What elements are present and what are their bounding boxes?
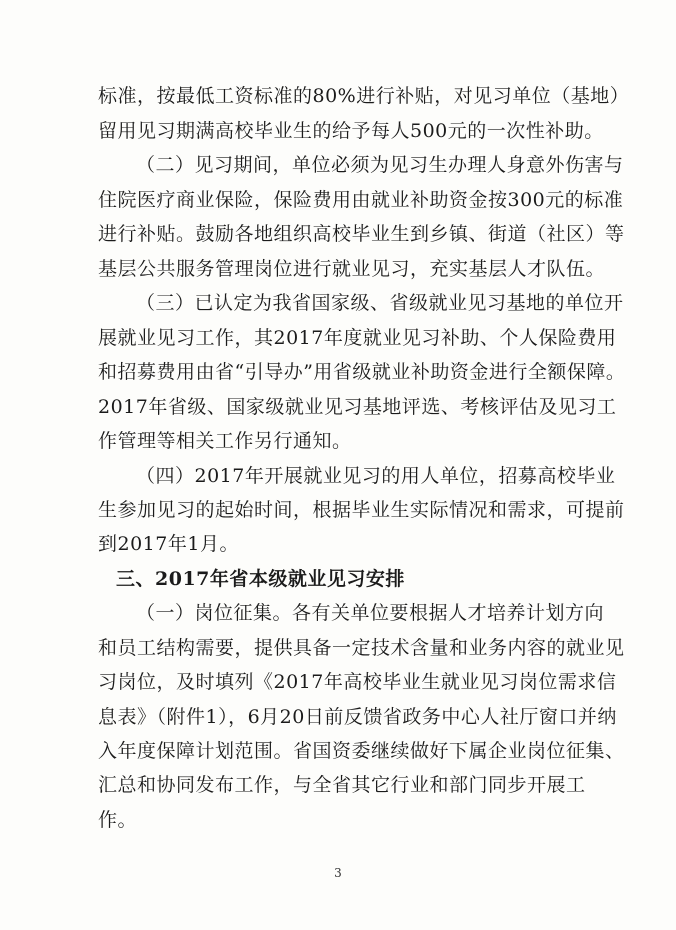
text-line: 息表》（附件1），6月20日前反馈省政务中心人社厅窗口并纳 — [98, 706, 617, 728]
text-line: 入年度保障计划范围。省国资委继续做好下属企业岗位征集、 — [98, 740, 625, 762]
text-line: 展就业见习工作，其2017年度就业见习补助、个人保险费用 — [98, 327, 617, 349]
text-line: 生参加见习的起始时间，根据毕业生实际情况和需求，可提前 — [98, 499, 625, 521]
page-number: 3 — [334, 866, 342, 880]
text-line: 2017年省级、国家级就业见习基地评选、考核评估及见习工 — [98, 396, 617, 418]
section-paragraph-4-start: （四）2017年开展就业见习的用人单位，招募高校毕业 — [136, 465, 616, 487]
text-line: 和员工结构需要，提供具备一定技术含量和业务内容的就业见 — [98, 637, 625, 659]
text-line: 和招募费用由省“引导办”用省级就业补助资金进行全额保障。 — [98, 361, 626, 383]
text-line: 基层公共服务管理岗位进行就业见习，充实基层人才队伍。 — [98, 258, 606, 280]
text-line: 进行补贴。鼓励各地组织高校毕业生到乡镇、街道（社区）等 — [98, 223, 625, 245]
text-line: 留用见习期满高校毕业生的给予每人500元的一次性补助。 — [98, 120, 604, 142]
text-line: 标准，按最低工资标准的80%进行补贴，对见习单位（基地） — [98, 85, 630, 107]
text-line: 作管理等相关工作另行通知。 — [98, 430, 352, 452]
section-paragraph-2-start: （二）见习期间，单位必须为见习生办理人身意外伤害与 — [136, 154, 624, 176]
section-paragraph-3-start: （三）已认定为我省国家级、省级就业见习基地的单位开 — [136, 292, 624, 314]
text-line: 作。 — [98, 809, 138, 831]
subsection-position-collection: （一）岗位征集。各有关单位要根据人才培养计划方向 — [136, 602, 605, 624]
text-line: 到2017年1月。 — [98, 533, 239, 555]
text-line: 住院医疗商业保险，保险费用由就业补助资金按300元的标准 — [98, 189, 624, 211]
text-line: 习岗位，及时填列《2017年高校毕业生就业见习岗位需求信 — [98, 671, 617, 693]
text-line: 汇总和协同发布工作，与全省其它行业和部门同步开展工 — [98, 774, 586, 796]
section-heading-3: 三、2017年省本级就业见习安排 — [116, 568, 405, 590]
